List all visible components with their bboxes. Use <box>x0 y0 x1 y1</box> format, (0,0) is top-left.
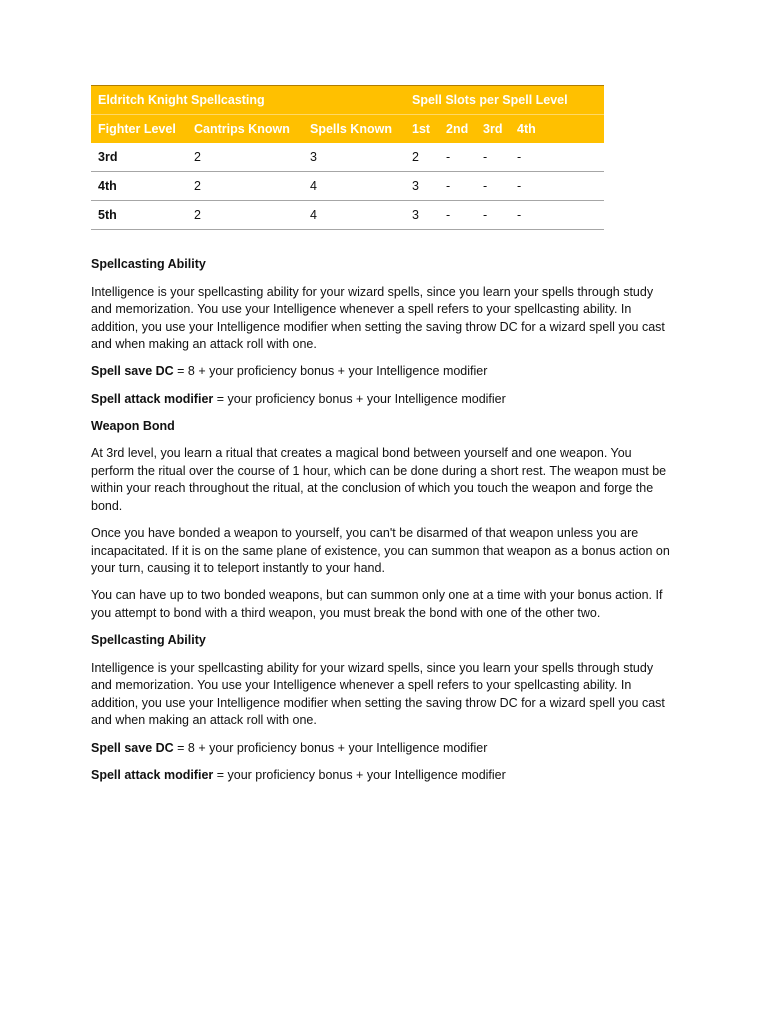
spellcasting-ability-paragraph-2: Intelligence is your spellcasting ability for your wizard spells, since you learn your spells through study and memorization. You use your Intelligence whenever a spell refers to your spellcasting ability. In addition, you use your Intelligence modifier when setting the saving throw DC for a wizard spell you cast and when making an attack roll with one. <box>91 660 665 728</box>
table-row <box>91 172 604 201</box>
header-fighter-level: Fighter Level <box>91 115 187 144</box>
fighter-level-cell: 5th <box>91 201 187 230</box>
slot-1st-cell: 3 <box>405 201 439 230</box>
table-title: Eldritch Knight Spellcasting <box>91 86 405 115</box>
document-body <box>91 256 676 784</box>
eldritch-knight-spellcasting-table <box>91 85 604 230</box>
table-header-row <box>91 115 604 144</box>
spell-attack-modifier-line <box>91 391 676 409</box>
slot-1st-cell: 2 <box>405 143 439 172</box>
spell-attack-modifier-formula: = your proficiency bonus + your Intelligence modifier <box>213 391 506 406</box>
weapon-bond-paragraph-3: You can have up to two bonded weapons, but can summon only one at a time with your bonus action. If you attempt to bond with a third weapon, you must break the bond with one of the other two. <box>91 588 663 620</box>
section-heading-weapon-bond: Weapon Bond <box>91 418 175 433</box>
spell-save-dc-term: Spell save DC <box>91 364 174 379</box>
section-heading-spellcasting-ability: Spellcasting Ability <box>91 257 206 271</box>
slot-2nd-cell: - <box>439 201 476 230</box>
cantrips-cell: 2 <box>187 201 303 230</box>
table-row <box>91 143 604 172</box>
slot-1st-cell: 3 <box>405 172 439 201</box>
slot-3rd-cell: - <box>476 143 510 172</box>
table-row <box>91 201 604 230</box>
document-page <box>91 85 676 794</box>
slot-3rd-cell: - <box>476 172 510 201</box>
spell-attack-modifier-term: Spell attack modifier <box>91 767 214 782</box>
spell-save-dc-formula: = 8 + your proficiency bonus + your Intelligence modifier <box>173 740 488 755</box>
spell-save-dc-formula: = 8 + your proficiency bonus + your Intelligence modifier <box>173 364 488 379</box>
header-cantrips-known: Cantrips Known <box>187 115 303 144</box>
slot-2nd-cell: - <box>439 172 476 201</box>
header-slot-1st: 1st <box>405 115 439 144</box>
spell-attack-modifier-formula: = your proficiency bonus + your Intelligence modifier <box>213 767 506 782</box>
slot-2nd-cell: - <box>439 143 476 172</box>
spells-known-cell: 3 <box>303 143 405 172</box>
spellcasting-ability-paragraph: Intelligence is your spellcasting ability for your wizard spells, since you learn your spells through study and memorization. You use your Intelligence whenever a spell refers to your spellcasting ability. In addition, you use your Intelligence modifier when setting the saving throw DC for a wizard spell you cast and when making an attack roll with one. <box>91 284 665 352</box>
slot-4th-cell: - <box>510 143 604 172</box>
slot-4th-cell: - <box>510 201 604 230</box>
slot-3rd-cell: - <box>476 201 510 230</box>
weapon-bond-paragraph-1: At 3rd level, you learn a ritual that creates a magical bond between yourself and one weapon. You perform the ritual over the course of 1 hour, which can be done during a short rest. The weapon must be within your reach throughout the ritual, at the conclusion of which you touch the weapon and forge the bond. <box>91 446 667 514</box>
header-spells-known: Spells Known <box>303 115 405 144</box>
fighter-level-cell: 4th <box>91 172 187 201</box>
header-slot-3rd: 3rd <box>476 115 510 144</box>
spell-save-dc-line-2 <box>91 740 676 758</box>
spell-attack-modifier-line-2 <box>91 767 676 785</box>
table-title-row <box>91 86 604 115</box>
spells-known-cell: 4 <box>303 172 405 201</box>
header-slot-2nd: 2nd <box>439 115 476 144</box>
cantrips-cell: 2 <box>187 172 303 201</box>
spell-slots-title: Spell Slots per Spell Level <box>405 86 604 115</box>
header-slot-4th: 4th <box>510 115 604 144</box>
spell-attack-modifier-term: Spell attack modifier <box>91 391 214 406</box>
spell-save-dc-line <box>91 363 676 381</box>
fighter-level-cell: 3rd <box>91 143 187 172</box>
spell-save-dc-term: Spell save DC <box>91 740 174 755</box>
weapon-bond-paragraph-2: Once you have bonded a weapon to yourself, you can't be disarmed of that weapon unless you are incapacitated. If it is on the same plane of existence, you can summon that weapon as a bonus action on your turn, causing it to teleport instantly to your hand. <box>91 526 670 576</box>
spells-known-cell: 4 <box>303 201 405 230</box>
section-heading-spellcasting-ability-2: Spellcasting Ability <box>91 633 206 648</box>
cantrips-cell: 2 <box>187 143 303 172</box>
slot-4th-cell: - <box>510 172 604 201</box>
